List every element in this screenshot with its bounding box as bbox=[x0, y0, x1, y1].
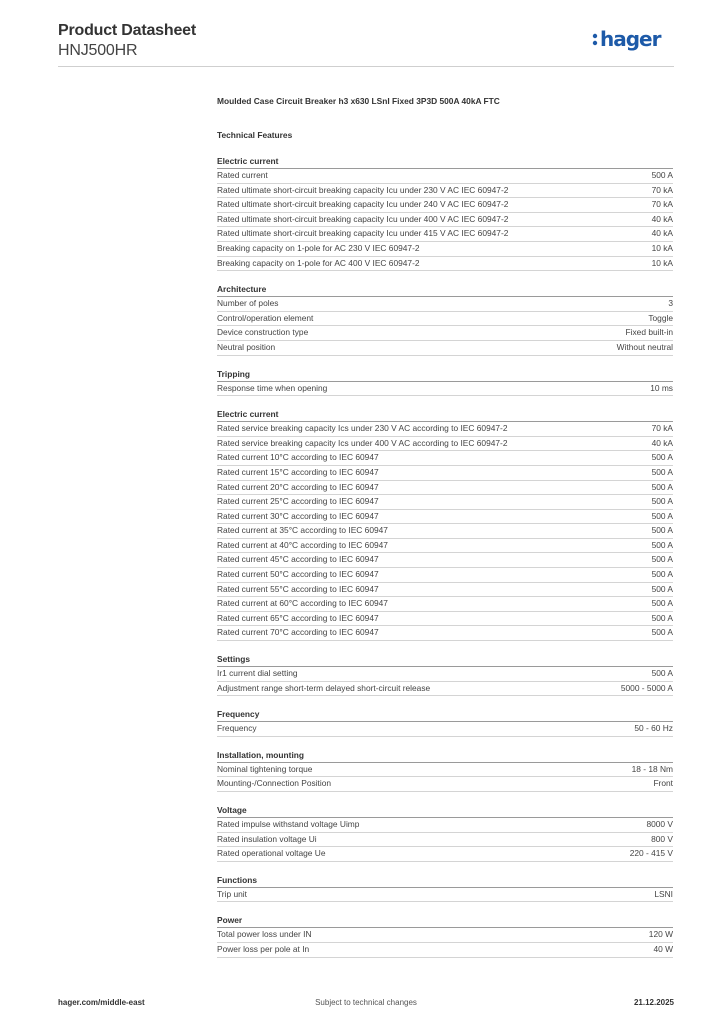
feature-row bbox=[217, 422, 673, 437]
feature-value: 70 kA bbox=[651, 184, 673, 195]
feature-value: 500 A bbox=[651, 452, 673, 463]
feature-label: Nominal tightening torque bbox=[217, 763, 313, 774]
feature-value: 500 A bbox=[651, 612, 673, 623]
feature-row bbox=[217, 437, 673, 452]
section-title: Frequency bbox=[217, 709, 673, 722]
feature-label: Rated current bbox=[217, 170, 268, 180]
section-title: Architecture bbox=[217, 284, 673, 297]
feature-label: Power loss per pole at In bbox=[217, 943, 310, 954]
feature-value: 5000 - 5000 A bbox=[620, 682, 673, 693]
feature-value: 40 kA bbox=[651, 437, 673, 448]
page-footer bbox=[58, 998, 674, 1010]
feature-value: 70 kA bbox=[651, 423, 673, 434]
feature-value: 8000 V bbox=[646, 819, 673, 829]
feature-row bbox=[217, 777, 673, 792]
feature-value: 500 A bbox=[651, 598, 673, 609]
footer-date: 21.12.2025 bbox=[633, 998, 674, 1007]
feature-label: Rated current 45°C according to IEC 60947 bbox=[217, 554, 379, 565]
feature-row bbox=[217, 568, 673, 583]
feature-label: Rated ultimate short-circuit breaking capacity Icu under 400 V AC IEC 60947-2 bbox=[217, 213, 509, 224]
section-title: Tripping bbox=[217, 369, 673, 382]
section-title: Functions bbox=[217, 875, 673, 888]
feature-value: 18 - 18 Nm bbox=[631, 763, 673, 774]
feature-label: Rated current 10°C according to IEC 60947 bbox=[217, 452, 379, 463]
feature-label: Response time when opening bbox=[217, 382, 328, 393]
feature-value: Toggle bbox=[648, 312, 673, 323]
feature-value: 500 A bbox=[651, 510, 673, 521]
feature-value: 50 - 60 Hz bbox=[634, 723, 673, 734]
feature-label: Frequency bbox=[217, 723, 257, 734]
section-title: Electric current bbox=[217, 156, 673, 169]
technical-features-title: Technical Features bbox=[217, 130, 293, 140]
feature-value: 500 A bbox=[651, 668, 673, 679]
feature-row bbox=[217, 722, 673, 737]
feature-row bbox=[217, 763, 673, 778]
feature-section bbox=[217, 284, 673, 355]
feature-label: Trip unit bbox=[217, 888, 247, 899]
feature-section bbox=[217, 709, 673, 737]
feature-value: 3 bbox=[668, 298, 673, 309]
header-divider bbox=[58, 66, 674, 67]
feature-row bbox=[217, 833, 673, 848]
feature-row bbox=[217, 626, 673, 641]
feature-label: Rated current 65°C according to IEC 60947 bbox=[217, 612, 379, 623]
feature-label: Rated ultimate short-circuit breaking capacity Icu under 240 V AC IEC 60947-2 bbox=[217, 199, 509, 210]
feature-value: LSNI bbox=[654, 888, 673, 899]
feature-value: 500 A bbox=[651, 466, 673, 477]
feature-row bbox=[217, 539, 673, 554]
feature-label: Mounting-/Connection Position bbox=[217, 778, 332, 789]
document-title: Product Datasheet bbox=[58, 22, 196, 39]
section-title: Power bbox=[217, 915, 673, 928]
feature-label: Rated current 55°C according to IEC 60947 bbox=[217, 583, 379, 594]
feature-label: Ir1 current dial setting bbox=[217, 668, 298, 679]
feature-row bbox=[217, 888, 673, 903]
feature-row bbox=[217, 583, 673, 598]
feature-label: Rated ultimate short-circuit breaking capacity Icu under 230 V AC IEC 60947-2 bbox=[217, 184, 509, 195]
feature-value: 10 ms bbox=[650, 382, 673, 393]
feature-value: 40 kA bbox=[651, 213, 673, 224]
feature-label: Device construction type bbox=[217, 327, 309, 338]
feature-value: Fixed built-in bbox=[625, 327, 673, 338]
feature-row bbox=[217, 341, 673, 356]
feature-section bbox=[217, 409, 673, 641]
feature-row bbox=[217, 213, 673, 228]
feature-value: Front bbox=[653, 778, 673, 789]
feature-label: Rated current 25°C according to IEC 60947 bbox=[217, 496, 379, 507]
footer-notice: Subject to technical changes bbox=[315, 998, 417, 1007]
feature-row bbox=[217, 524, 673, 539]
product-name: Moulded Case Circuit Breaker h3 x630 LSnI Fixed 3P3D 500A 40kA FTC bbox=[217, 96, 500, 106]
feature-row bbox=[217, 682, 673, 697]
feature-row bbox=[217, 184, 673, 199]
feature-value: 220 - 415 V bbox=[629, 848, 673, 859]
feature-row bbox=[217, 943, 673, 958]
feature-value: 40 W bbox=[653, 943, 673, 954]
hager-logo bbox=[592, 26, 674, 56]
feature-label: Control/operation element bbox=[217, 312, 314, 323]
feature-label: Number of poles bbox=[217, 298, 279, 309]
feature-row bbox=[217, 312, 673, 327]
feature-row bbox=[217, 451, 673, 466]
feature-label: Adjustment range short-term delayed short-circuit release bbox=[217, 682, 431, 693]
feature-value: 500 A bbox=[651, 539, 673, 550]
footer-website[interactable]: hager.com/middle-east bbox=[58, 998, 145, 1007]
feature-label: Rated impulse withstand voltage Uimp bbox=[217, 819, 360, 829]
feature-label: Rated current 15°C according to IEC 60947 bbox=[217, 466, 379, 477]
feature-value: 500 A bbox=[651, 583, 673, 594]
logo-dot-top bbox=[593, 34, 597, 38]
feature-value: 500 A bbox=[651, 496, 673, 507]
feature-label: Rated current 70°C according to IEC 60947 bbox=[217, 627, 379, 638]
feature-sections bbox=[217, 156, 673, 958]
feature-label: Rated current at 35°C according to IEC 60947 bbox=[217, 525, 388, 536]
feature-section bbox=[217, 805, 673, 862]
feature-section bbox=[217, 369, 673, 397]
feature-section bbox=[217, 750, 673, 792]
feature-row bbox=[217, 510, 673, 525]
feature-value: 500 A bbox=[651, 525, 673, 536]
feature-section bbox=[217, 654, 673, 696]
section-title: Installation, mounting bbox=[217, 750, 673, 763]
feature-label: Rated current at 40°C according to IEC 60947 bbox=[217, 539, 388, 550]
feature-row bbox=[217, 242, 673, 257]
feature-row bbox=[217, 667, 673, 682]
feature-label: Breaking capacity on 1-pole for AC 400 V IEC 60947-2 bbox=[217, 257, 420, 268]
feature-label: Rated operational voltage Ue bbox=[217, 848, 326, 859]
feature-value: 800 V bbox=[651, 833, 673, 844]
feature-label: Rated current 30°C according to IEC 60947 bbox=[217, 510, 379, 521]
feature-row bbox=[217, 297, 673, 312]
feature-row bbox=[217, 198, 673, 213]
feature-label: Rated current at 60°C according to IEC 60947 bbox=[217, 598, 388, 609]
feature-section bbox=[217, 156, 673, 271]
feature-label: Rated service breaking capacity Ics under 230 V AC according to IEC 60947-2 bbox=[217, 423, 508, 434]
feature-row bbox=[217, 553, 673, 568]
feature-value: 500 A bbox=[651, 627, 673, 638]
feature-value: 120 W bbox=[648, 929, 673, 940]
feature-label: Rated service breaking capacity Ics under 400 V AC according to IEC 60947-2 bbox=[217, 437, 508, 448]
feature-label: Neutral position bbox=[217, 341, 276, 352]
section-title: Electric current bbox=[217, 409, 673, 422]
logo-dot-bottom bbox=[593, 41, 597, 45]
feature-value: 10 kA bbox=[651, 257, 673, 268]
feature-row bbox=[217, 481, 673, 496]
feature-row bbox=[217, 227, 673, 242]
feature-label: Rated ultimate short-circuit breaking capacity Icu under 415 V AC IEC 60947-2 bbox=[217, 228, 509, 239]
feature-row bbox=[217, 466, 673, 481]
section-title: Settings bbox=[217, 654, 673, 667]
feature-row bbox=[217, 257, 673, 272]
feature-label: Breaking capacity on 1-pole for AC 230 V IEC 60947-2 bbox=[217, 242, 420, 253]
feature-row bbox=[217, 818, 673, 833]
logo-wordmark: hager bbox=[600, 27, 661, 51]
datasheet-content bbox=[217, 96, 673, 958]
feature-section bbox=[217, 875, 673, 903]
feature-row bbox=[217, 612, 673, 627]
feature-value: 40 kA bbox=[651, 228, 673, 239]
feature-row bbox=[217, 847, 673, 862]
product-code: HNJ500HR bbox=[58, 42, 138, 59]
feature-value: 500 A bbox=[651, 569, 673, 580]
feature-value: 500 A bbox=[651, 554, 673, 565]
feature-value: 70 kA bbox=[651, 199, 673, 210]
feature-label: Total power loss under IN bbox=[217, 929, 312, 940]
feature-row bbox=[217, 495, 673, 510]
feature-label: Rated current 20°C according to IEC 60947 bbox=[217, 481, 379, 492]
feature-value: 500 A bbox=[651, 170, 673, 180]
feature-row bbox=[217, 382, 673, 397]
feature-row bbox=[217, 169, 673, 184]
page-header bbox=[58, 18, 674, 66]
feature-value: Without neutral bbox=[616, 341, 673, 352]
feature-row bbox=[217, 597, 673, 612]
feature-label: Rated current 50°C according to IEC 60947 bbox=[217, 569, 379, 580]
section-title: Voltage bbox=[217, 805, 673, 818]
feature-value: 10 kA bbox=[651, 242, 673, 253]
feature-label: Rated insulation voltage Ui bbox=[217, 833, 317, 844]
feature-row bbox=[217, 928, 673, 943]
feature-section bbox=[217, 915, 673, 957]
feature-value: 500 A bbox=[651, 481, 673, 492]
feature-row bbox=[217, 326, 673, 341]
